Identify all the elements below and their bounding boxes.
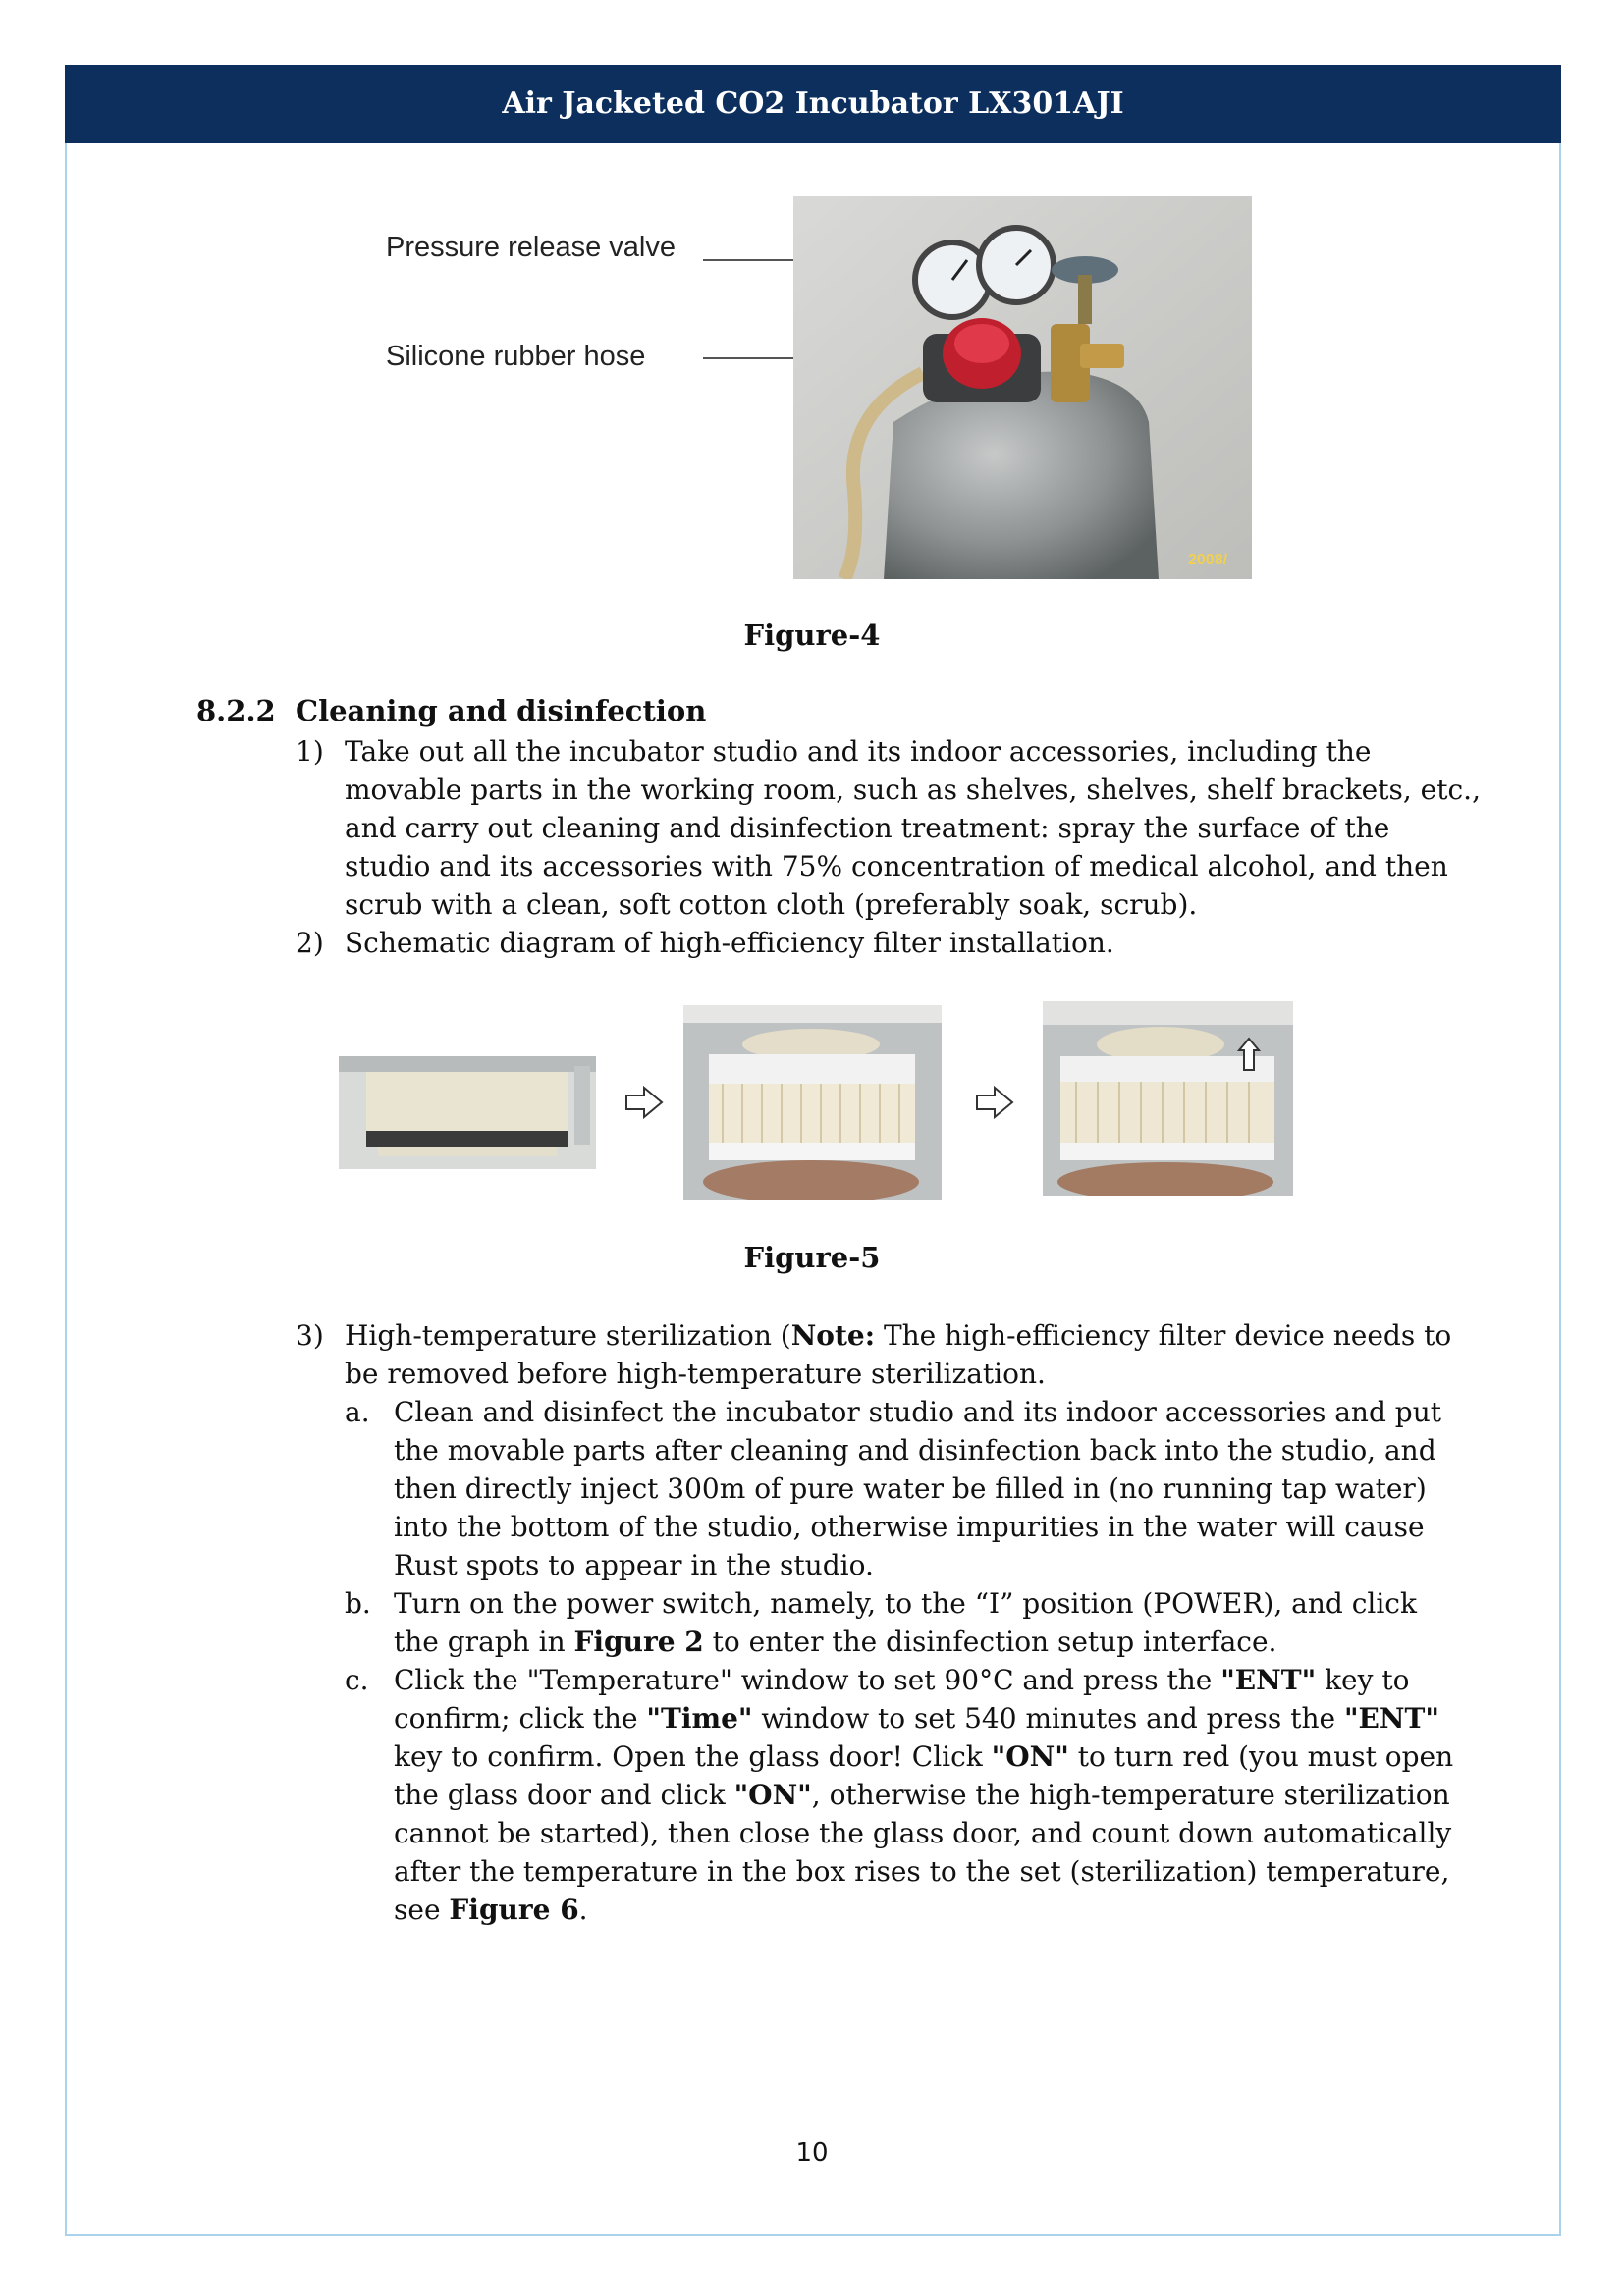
sub-c-line: confirm; click the "Time" window to set 540 minutes and press the "ENT" — [394, 1702, 1439, 1735]
callout-silicone-rubber-hose: Silicone rubber hose — [386, 341, 646, 372]
item-2-marker: 2) — [296, 927, 324, 959]
callout-pressure-release-valve: Pressure release valve — [386, 232, 676, 263]
sub-a-line: into the bottom of the studio, otherwise impurities in the water will cause — [394, 1511, 1425, 1543]
sub-c-line: cannot be started), then close the glass door, and count down automatically — [394, 1817, 1452, 1849]
sub-a-line: Clean and disinfect the incubator studio and its indoor accessories and put — [394, 1396, 1441, 1428]
section-number: 8.2.2 — [196, 694, 276, 727]
item-3-marker: 3) — [296, 1319, 324, 1352]
item-3-line: High-temperature sterilization (Note: The high-efficiency filter device needs to — [345, 1319, 1452, 1352]
sub-b-marker: b. — [345, 1587, 371, 1620]
sub-c-marker: c. — [345, 1664, 369, 1696]
document-header — [65, 65, 1561, 143]
item-1-text — [345, 732, 1481, 924]
sub-c-line: Click the "Temperature" window to set 90°C and press the "ENT" key to — [394, 1664, 1410, 1696]
sub-a-text — [394, 1393, 1441, 1584]
sub-b-line: the graph in Figure 2 to enter the disinfection setup interface. — [394, 1626, 1277, 1658]
sub-a-marker: a. — [345, 1396, 370, 1428]
sub-c-text — [394, 1661, 1454, 1929]
note-label: Note: — [790, 1319, 876, 1352]
arrow-right-icon — [624, 1086, 664, 1119]
sub-c-line: key to confirm. Open the glass door! Click "ON" to turn red (you must open — [394, 1740, 1454, 1773]
sub-b-text — [394, 1584, 1435, 1661]
sub-a-line: Rust spots to appear in the studio. — [394, 1549, 874, 1581]
item-1-line: studio and its accessories with 75% concentration of medical alcohol, and then — [345, 850, 1448, 882]
filter-photo-step-1 — [339, 1056, 596, 1169]
item-3-line: be removed before high-temperature sterilization. — [345, 1358, 1046, 1390]
item-1-line: and carry out cleaning and disinfection treatment: spray the surface of the — [345, 812, 1390, 844]
photo-date-stamp: 2008/ — [1188, 552, 1228, 568]
section-title: Cleaning and disinfection — [296, 694, 707, 727]
figure-4-caption: Figure-4 — [743, 618, 881, 652]
filter-photo-step-3 — [1043, 1001, 1293, 1196]
item-1-line: Take out all the incubator studio and its indoor accessories, including the — [345, 735, 1372, 768]
page-number: 10 — [795, 2138, 829, 2167]
item-1-line: movable parts in the working room, such as shelves, shelves, shelf brackets, etc., — [345, 774, 1481, 806]
sub-a-line: the movable parts after cleaning and disinfection back into the studio, and — [394, 1434, 1436, 1467]
figure-6-reference: Figure 6 — [449, 1894, 579, 1926]
item-3-text — [345, 1316, 1452, 1393]
item-1-line: scrub with a clean, soft cotton cloth (preferably soak, scrub). — [345, 888, 1198, 921]
arrow-right-icon — [975, 1086, 1014, 1119]
sub-c-line: the glass door and click "ON", otherwise the high-temperature sterilization — [394, 1779, 1450, 1811]
figure-2-reference: Figure 2 — [573, 1626, 704, 1658]
sub-a-line: then directly inject 300m of pure water be filled in (no running tap water) — [394, 1472, 1427, 1505]
item-2-text: Schematic diagram of high-efficiency filter installation. — [345, 927, 1114, 959]
figure-5-caption: Figure-5 — [743, 1241, 881, 1274]
document-title: Air Jacketed CO2 Incubator LX301AJI — [502, 86, 1124, 121]
sub-b-line: Turn on the power switch, namely, to the “I” position (POWER), and click — [394, 1587, 1417, 1620]
item-1-marker: 1) — [296, 735, 324, 768]
sub-c-line: after the temperature in the box rises to the set (sterilization) temperature, — [394, 1855, 1450, 1888]
figure-4-photo — [687, 196, 1252, 579]
filter-photo-step-2 — [683, 1005, 942, 1200]
sub-c-line: see Figure 6. — [394, 1894, 588, 1926]
